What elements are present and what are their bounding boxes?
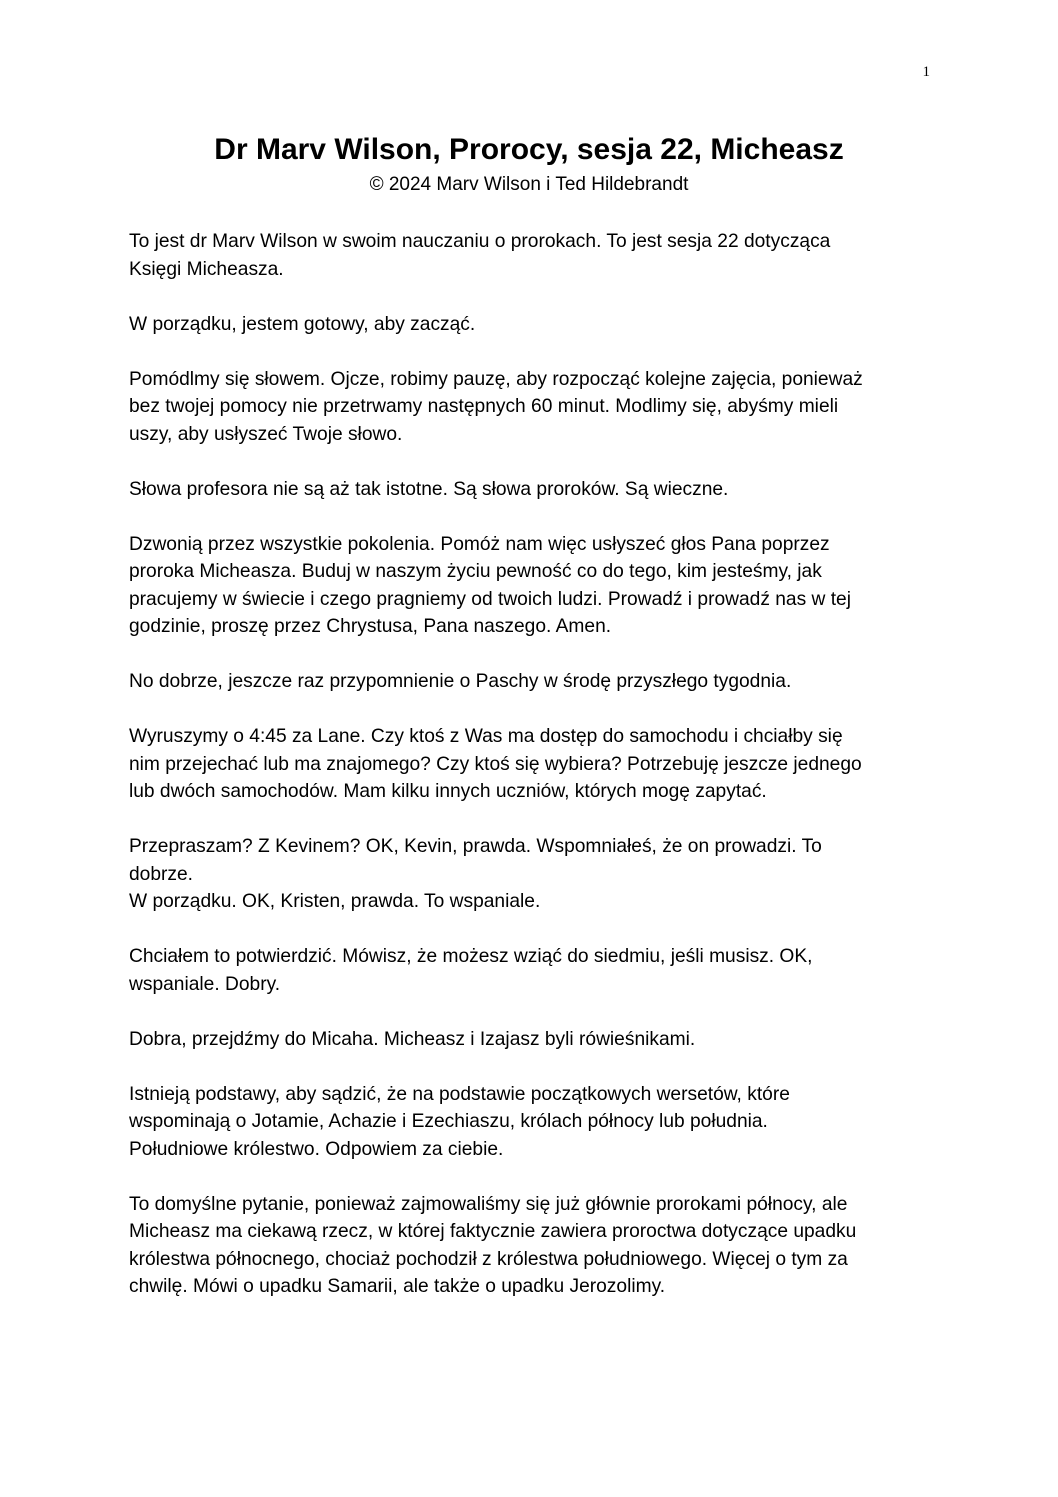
paragraph [129, 366, 941, 449]
paragraph-line: W porządku. OK, Kristen, prawda. To wspaniale. [129, 891, 541, 912]
paragraph-line: Dzwonią przez wszystkie pokolenia. Pomóż nam więc usłyszeć głos Pana poprzez [129, 533, 830, 555]
paragraph-line: Przepraszam? Z Kevinem? OK, Kevin, prawda. Wspomniałeś, że on prowadzi. To [129, 836, 822, 857]
paragraph-line: Istnieją podstawy, aby sądzić, że na podstawie początkowych wersetów, które [129, 1083, 790, 1105]
paragraph-line: To jest dr Marv Wilson w swoim nauczaniu o prorokach. To jest sesja 22 dotycząca [129, 231, 831, 252]
document-body [129, 228, 941, 1328]
paragraph [129, 311, 941, 339]
paragraph-line: Południowe królestwo. Odpowiem za ciebie. [129, 1138, 504, 1160]
paragraph-line: Chciałem to potwierdzić. Mówisz, że możesz wziąć do siedmiu, jeśli musisz. OK, [129, 946, 813, 967]
paragraph [129, 723, 941, 806]
paragraph-line: godzinie, proszę przez Chrystusa, Pana naszego. Amen. [129, 616, 612, 637]
paragraph [129, 943, 941, 998]
paragraph-line: Wyruszymy o 4:45 za Lane. Czy ktoś z Was ma dostęp do samochodu i chciałby się [129, 726, 843, 747]
paragraph [129, 228, 941, 283]
paragraph [129, 833, 941, 916]
paragraph-line: dobrze. [129, 863, 193, 885]
paragraph [129, 1191, 941, 1301]
paragraph-line: Słowa profesora nie są aż tak istotne. Są słowa proroków. Są wieczne. [129, 478, 729, 500]
paragraph-line: W porządku, jestem gotowy, aby zacząć. [129, 313, 476, 335]
paragraph-line: wspominają o Jotamie, Achazie i Ezechiaszu, królach północy lub południa. [129, 1111, 768, 1132]
paragraph [129, 1081, 941, 1164]
paragraph-line: uszy, aby usłyszeć Twoje słowo. [129, 423, 403, 445]
paragraph-line: wspaniale. Dobry. [129, 973, 281, 995]
paragraph-line: bez twojej pomocy nie przetrwamy następnych 60 minut. Modlimy się, abyśmy mieli [129, 396, 839, 417]
paragraph-line: No dobrze, jeszcze raz przypomnienie o Paschy w środę przyszłego tygodnia. [129, 671, 792, 692]
paragraph-line: To domyślne pytanie, ponieważ zajmowaliśmy się już głównie prorokami północy, ale [129, 1193, 848, 1215]
paragraph-line: królestwa północnego, chociaż pochodził z królestwa południowego. Więcej o tym za [129, 1248, 848, 1270]
paragraph-line: proroka Micheasza. Buduj w naszym życiu pewność co do tego, kim jesteśmy, jak [129, 561, 822, 582]
paragraph-line: pracujemy w świecie i czego pragniemy od twoich ludzi. Prowadź i prowadź nas w tej [129, 588, 851, 610]
paragraph-line: Dobra, przejdźmy do Micaha. Micheasz i Izajasz byli rówieśnikami. [129, 1028, 696, 1050]
paragraph-line: nim przejechać lub ma znajomego? Czy ktoś się wybiera? Potrzebuję jeszcze jednego [129, 753, 862, 775]
paragraph [129, 668, 941, 696]
paragraph-line: chwilę. Mówi o upadku Samarii, ale także o upadku Jerozolimy. [129, 1276, 666, 1297]
paragraph-line: lub dwóch samochodów. Mam kilku innych uczniów, których mogę zapytać. [129, 781, 767, 802]
paragraph-line: Micheasz ma ciekawą rzecz, w której faktycznie zawiera proroctwa dotyczące upadku [129, 1221, 857, 1242]
paragraph-line: Pomódlmy się słowem. Ojcze, robimy pauzę, aby rozpocząć kolejne zajęcia, ponieważ [129, 368, 863, 390]
paragraph [129, 1026, 941, 1054]
paragraph [129, 476, 941, 504]
paragraph-line: Księgi Micheasza. [129, 258, 284, 280]
document-title: Dr Marv Wilson, Prorocy, sesja 22, Micheasz [214, 133, 844, 166]
copyright-line: © 2024 Marv Wilson i Ted Hildebrandt [369, 174, 689, 195]
paragraph [129, 531, 941, 641]
page-number: 1 [922, 64, 930, 80]
